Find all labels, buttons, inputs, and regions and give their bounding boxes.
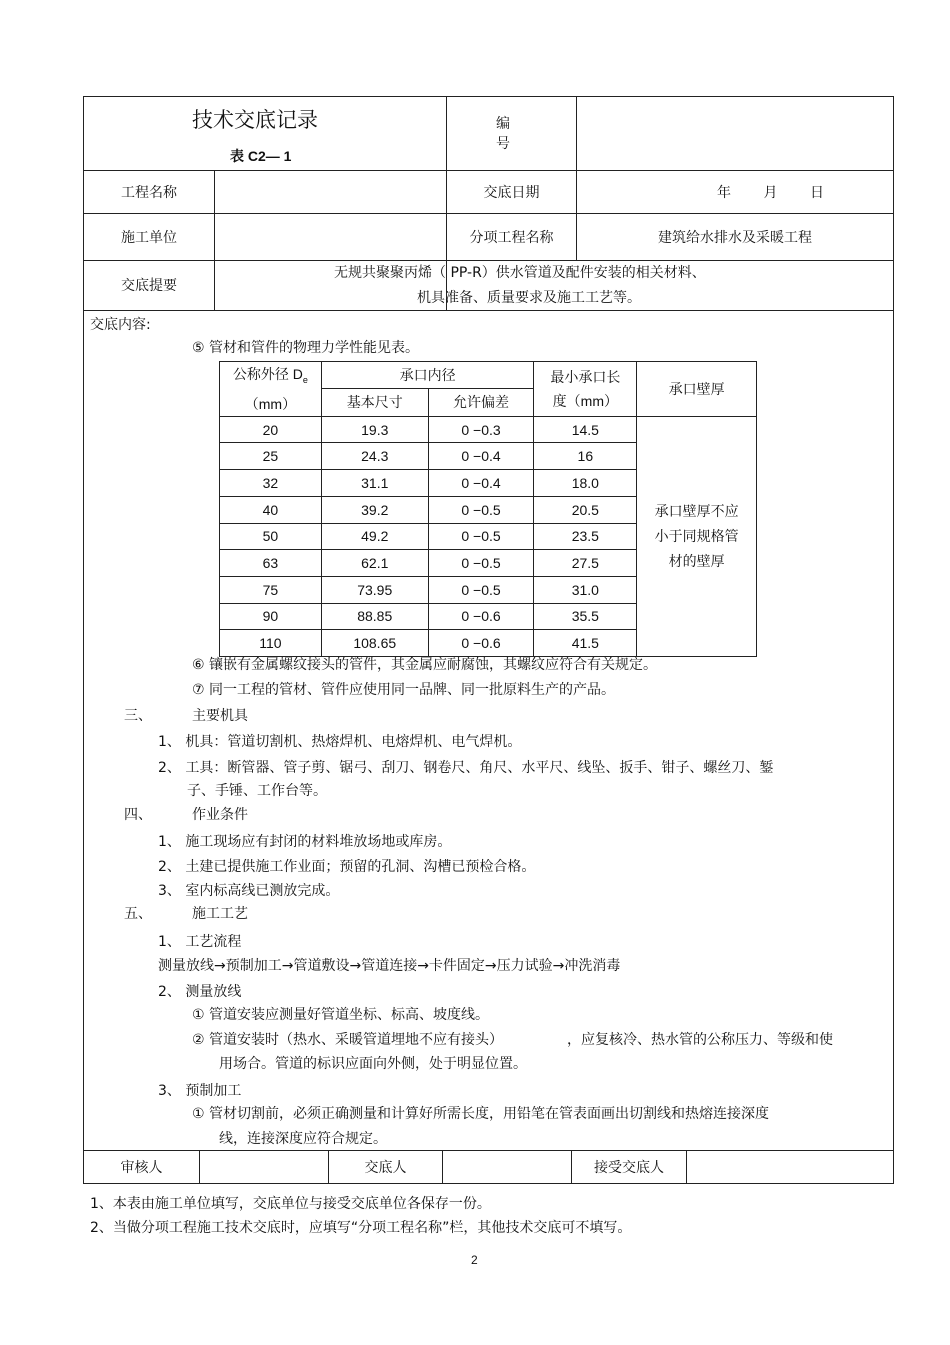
section-4-item-3: 3、 室内标高线已测放完成。 bbox=[158, 883, 340, 899]
cell-tolerance: 0 −0.3 bbox=[428, 416, 534, 443]
item-7: ⑦ 同一工程的管材、管件应使用同一品牌、同一批原料生产的产品。 bbox=[192, 682, 615, 698]
header-tolerance: 允许偏差 bbox=[428, 388, 534, 416]
cell-tolerance: 0 −0.5 bbox=[428, 550, 534, 577]
section-5-num: 五、 bbox=[124, 906, 152, 922]
summary-label: 交底提要 bbox=[121, 278, 177, 294]
section-3-item-2a: 2、 工具：断管器、管子剪、锯弓、刮刀、钢卷尺、角尺、水平尺、线坠、扳手、钳子、螺丝刀、錾 bbox=[158, 760, 774, 776]
cell-outer-diameter: 20 bbox=[220, 416, 322, 443]
cell-wall-note bbox=[637, 416, 757, 656]
cell-tolerance: 0 −0.5 bbox=[428, 523, 534, 550]
cell-min-socket: 20.5 bbox=[534, 496, 637, 523]
cell-outer-diameter: 110 bbox=[220, 630, 322, 657]
cell-min-socket: 27.5 bbox=[534, 550, 637, 577]
header-wall: 承口壁厚 bbox=[637, 362, 757, 417]
section-3-title: 主要机具 bbox=[192, 708, 248, 724]
item-6: ⑥ 镶嵌有金属螺纹接头的管件，其金属应耐腐蚀，其螺纹应符合有关规定。 bbox=[192, 657, 657, 673]
cell-basic-size: 39.2 bbox=[321, 496, 428, 523]
project-name-label: 工程名称 bbox=[121, 184, 177, 201]
cell-outer-diameter: 63 bbox=[220, 550, 322, 577]
process-flow: 测量放线→预制加工→管道敷设→管道连接→卡件固定→压力试验→冲洗消毒 bbox=[158, 958, 621, 974]
cell-outer-diameter: 40 bbox=[220, 496, 322, 523]
cell-basic-size: 24.3 bbox=[321, 443, 428, 470]
cell-basic-size: 49.2 bbox=[321, 523, 428, 550]
cell-min-socket: 41.5 bbox=[534, 630, 637, 657]
receiver-label: 接受交底人 bbox=[594, 1160, 664, 1176]
frame-right bbox=[893, 96, 894, 1183]
content-label: 交底内容: bbox=[90, 317, 151, 333]
section-5-2-2b: ，应复核冷、热水管的公称压力、等级和使 bbox=[567, 1032, 833, 1048]
discloser-value[interactable] bbox=[443, 1151, 571, 1183]
cell-outer-diameter: 50 bbox=[220, 523, 322, 550]
cell-tolerance: 0 −0.5 bbox=[428, 576, 534, 603]
cell-tolerance: 0 −0.6 bbox=[428, 603, 534, 630]
table-row bbox=[220, 416, 757, 443]
reviewer-label: 审核人 bbox=[120, 1160, 163, 1176]
reviewer-value[interactable] bbox=[200, 1151, 328, 1183]
cell-min-socket: 18.0 bbox=[534, 470, 637, 497]
cell-min-socket: 31.0 bbox=[534, 576, 637, 603]
cell-tolerance: 0 −0.6 bbox=[428, 630, 534, 657]
header-min-socket: 最小承口长 度（mm） bbox=[534, 362, 637, 417]
cell-basic-size: 19.3 bbox=[321, 416, 428, 443]
cell-basic-size: 62.1 bbox=[321, 550, 428, 577]
cell-outer-diameter: 90 bbox=[220, 603, 322, 630]
summary-line-1: 无规共聚聚丙烯（ PP-R）供水管道及配件安装的相关材料、 bbox=[334, 265, 706, 281]
section-5-item-3: 3、 预制加工 bbox=[158, 1083, 242, 1099]
section-4-item-2: 2、 土建已提供施工作业面；预留的孔洞、沟槽已预检合格。 bbox=[158, 859, 536, 875]
sub-project-value: 建筑给水排水及采暖工程 bbox=[658, 229, 812, 246]
cell-min-socket: 23.5 bbox=[534, 523, 637, 550]
cell-outer-diameter: 25 bbox=[220, 443, 322, 470]
section-4-title: 作业条件 bbox=[192, 807, 248, 823]
cell-outer-diameter: 75 bbox=[220, 576, 322, 603]
frame-bottom bbox=[83, 1183, 894, 1184]
cell-min-socket: 14.5 bbox=[534, 416, 637, 443]
section-3-item-1: 1、 机具：管道切割机、热熔焊机、电熔焊机、电气焊机。 bbox=[158, 734, 522, 750]
sub-project-label: 分项工程名称 bbox=[469, 229, 554, 246]
section-5-item-2: 2、 测量放线 bbox=[158, 984, 242, 1000]
section-5-3-1a: ① 管材切割前，必须正确测量和计算好所需长度，用铅笔在管表面画出切割线和热熔连接深度 bbox=[192, 1106, 769, 1122]
project-name-value[interactable] bbox=[215, 170, 446, 213]
cell-basic-size: 88.85 bbox=[321, 603, 428, 630]
section-5-title: 施工工艺 bbox=[192, 906, 248, 922]
section-5-item-1: 1、 工艺流程 bbox=[158, 934, 242, 950]
wall-note-line: 小于同规格管 bbox=[654, 527, 739, 544]
section-5-2-2c: 用场合。管道的标识应面向外侧，处于明显位置。 bbox=[219, 1056, 527, 1072]
wall-note-line: 承口壁厚不应 bbox=[654, 502, 739, 519]
pipe-properties-table bbox=[219, 361, 757, 657]
number-label: 编 号 bbox=[496, 116, 540, 152]
note-2: 2、当做分项工程施工技术交底时，应填写“分项工程名称”栏，其他技术交底可不填写。 bbox=[90, 1220, 632, 1236]
section-3-item-2b: 子、手锤、工作台等。 bbox=[187, 783, 327, 799]
header-basic-size: 基本尺寸 bbox=[321, 388, 428, 416]
header-outer-diameter: 公称外径 $D_e$ （mm） bbox=[220, 362, 322, 417]
section-5-2-1: ① 管道安装应测量好管道坐标、标高、坡度线。 bbox=[192, 1007, 489, 1023]
note-1: 1、本表由施工单位填写，交底单位与接受交底单位各保存一份。 bbox=[90, 1196, 491, 1212]
section-4-num: 四、 bbox=[124, 807, 152, 823]
cell-tolerance: 0 −0.4 bbox=[428, 443, 534, 470]
cell-tolerance: 0 −0.4 bbox=[428, 470, 534, 497]
row-line-4 bbox=[83, 310, 894, 311]
header-socket-inner: 承口内径 bbox=[321, 362, 534, 389]
cell-tolerance: 0 −0.5 bbox=[428, 496, 534, 523]
cell-outer-diameter: 32 bbox=[220, 470, 322, 497]
unit-value[interactable] bbox=[215, 213, 446, 260]
number-value[interactable] bbox=[577, 96, 893, 170]
section-5-3-1b: 线，连接深度应符合规定。 bbox=[219, 1131, 387, 1147]
date-label: 交底日期 bbox=[483, 184, 540, 201]
date-value[interactable]: 年 月 日 bbox=[717, 184, 824, 201]
cell-basic-size: 73.95 bbox=[321, 576, 428, 603]
unit-label: 施工单位 bbox=[121, 229, 177, 246]
section-5-2-2a: ② 管道安装时（热水、采暖管道埋地不应有接头） bbox=[192, 1032, 503, 1048]
section-4-item-1: 1、 施工现场应有封闭的材料堆放场地或库房。 bbox=[158, 834, 452, 850]
form-title: 技术交底记录 bbox=[192, 108, 318, 132]
cell-basic-size: 108.65 bbox=[321, 630, 428, 657]
cell-min-socket: 35.5 bbox=[534, 603, 637, 630]
summary-line-2: 机具准备、质量要求及施工工艺等。 bbox=[417, 290, 641, 306]
receiver-value[interactable] bbox=[687, 1151, 893, 1183]
section-3-num: 三、 bbox=[124, 708, 152, 724]
cell-basic-size: 31.1 bbox=[321, 470, 428, 497]
item-5: ⑤ 管材和管件的物理力学性能见表。 bbox=[192, 340, 420, 356]
cell-min-socket: 16 bbox=[534, 443, 637, 470]
page-number: 2 bbox=[471, 1253, 478, 1267]
form-number: 表 C2— 1 bbox=[230, 148, 292, 164]
wall-note-line: 材的壁厚 bbox=[668, 552, 725, 569]
discloser-label: 交底人 bbox=[364, 1160, 407, 1176]
